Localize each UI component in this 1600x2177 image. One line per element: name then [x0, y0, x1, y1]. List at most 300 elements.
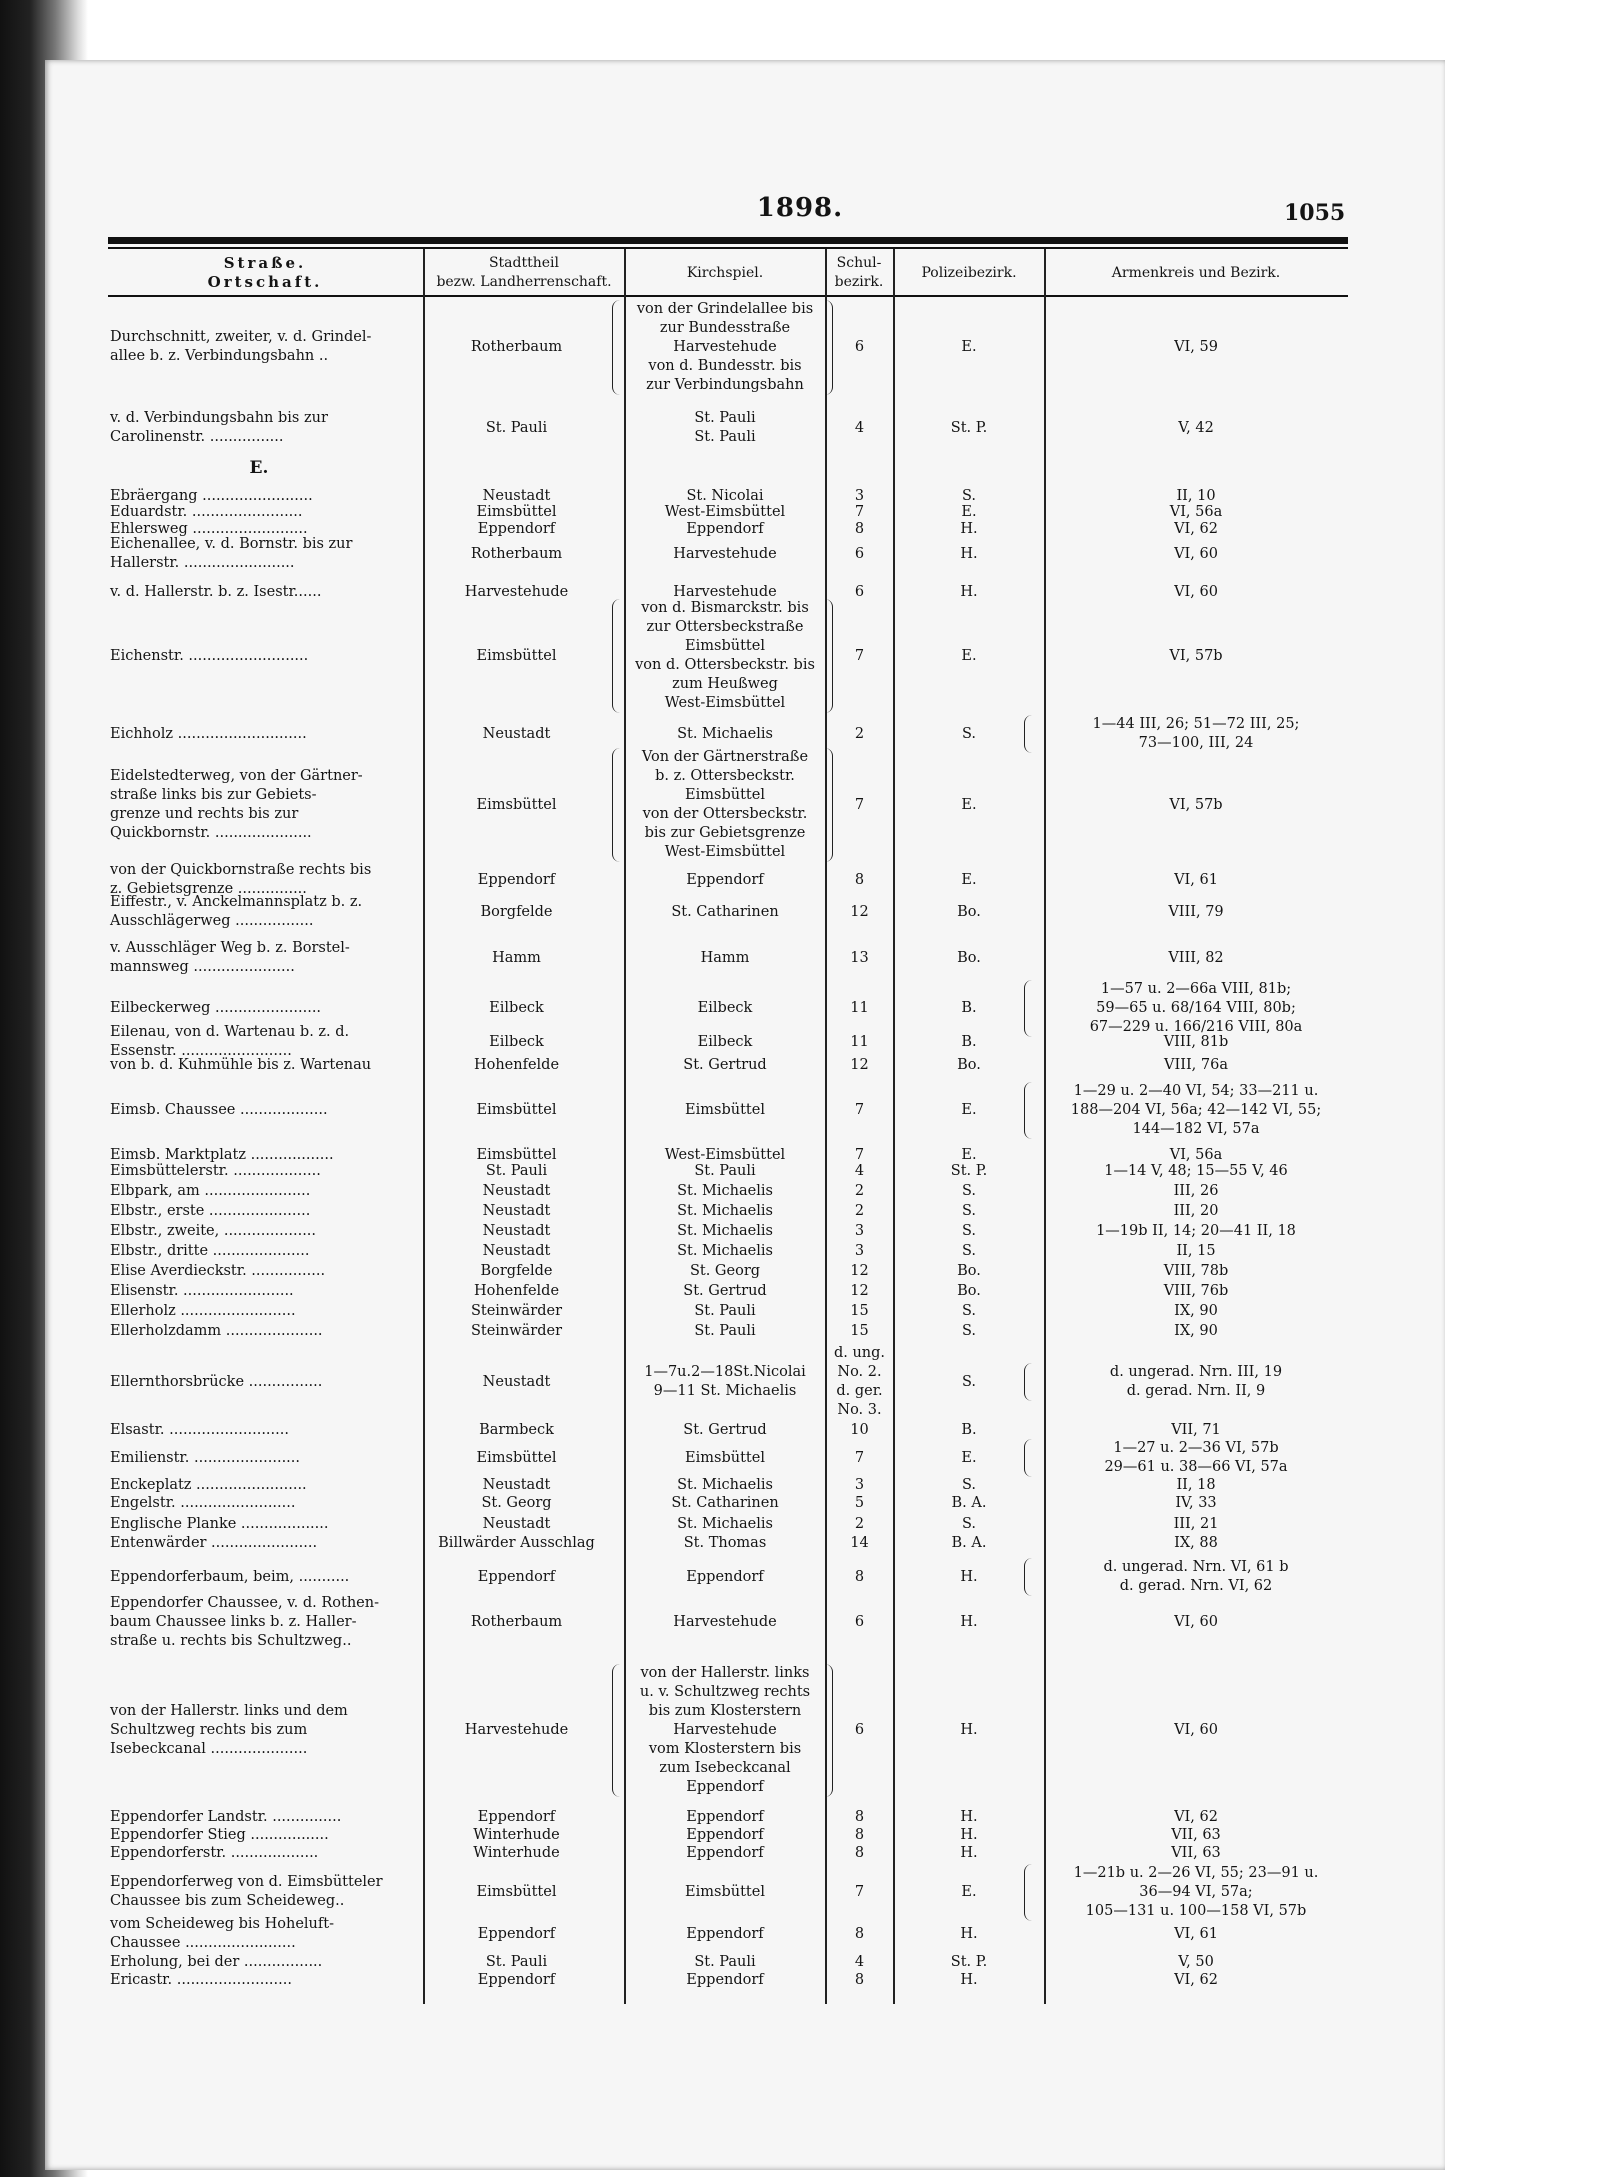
- cell-name: Schultzweg rechts bis zum: [110, 1721, 308, 1738]
- cell-arm: II, 10: [1176, 487, 1216, 504]
- cell-arm: 188—204 VI, 56a; 42—142 VI, 55;: [1070, 1101, 1322, 1118]
- cell-stadt: Eimsbüttel: [476, 1883, 557, 1900]
- cell-name: allee b. z. Verbindungsbahn ..: [110, 348, 329, 364]
- cell-pol: E.: [961, 503, 977, 520]
- cell-kirch: zum Isebeckcanal: [659, 1759, 791, 1776]
- cell-name: von der Quickbornstraße rechts bis: [110, 862, 372, 878]
- cell-name: Durchschnitt, zweiter, v. d. Grindel-: [110, 329, 372, 345]
- cell-name: Carolinenstr. ................: [110, 429, 284, 445]
- cell-name: Ellerholz .........................: [110, 1302, 296, 1319]
- cell-schul: 2: [854, 1182, 865, 1199]
- cell-schul: 8: [854, 1808, 865, 1825]
- cell-arm: VIII, 76b: [1163, 1282, 1229, 1299]
- cell-stadt: Hohenfelde: [473, 1282, 560, 1299]
- cell-kirch: zur Verbindungsbahn: [646, 376, 804, 393]
- cell-kirch: von der Hallerstr. links: [640, 1664, 810, 1681]
- cell-schul: 12: [850, 1056, 869, 1073]
- cell-pol: H.: [960, 1721, 978, 1738]
- cell-kirch: St. Pauli: [694, 429, 756, 445]
- cell-stadt: Eppendorf: [477, 1971, 556, 1988]
- cell-name: Eppendorfer Landstr. ...............: [110, 1808, 342, 1825]
- cell-name: Eimsbüttelerstr. ...................: [110, 1162, 321, 1179]
- cell-schul: 7: [854, 1101, 865, 1118]
- cell-arm: 1—21b u. 2—26 VI, 55; 23—91 u.: [1073, 1864, 1319, 1881]
- cell-stadt: Neustadt: [482, 725, 551, 742]
- cell-stadt: Borgfelde: [480, 903, 553, 920]
- cell-schul: d. ung.: [833, 1345, 886, 1361]
- column-header-line: Ortschaft.: [207, 273, 323, 291]
- cell-stadt: Eppendorf: [477, 1925, 556, 1942]
- cell-stadt: Borgfelde: [480, 1262, 553, 1279]
- cell-schul: 6: [854, 583, 865, 600]
- column-header-stadtteil: [426, 252, 622, 294]
- cell-pol: E.: [961, 1449, 977, 1466]
- cell-arm: III, 20: [1173, 1202, 1219, 1219]
- cell-schul: 4: [854, 1953, 865, 1970]
- column-header-strasse: [110, 252, 420, 294]
- cell-kirch: St. Michaelis: [677, 1202, 773, 1219]
- cell-arm: VI, 56a: [1169, 1146, 1223, 1163]
- cell-kirch: von d. Ottersbeckstr. bis: [635, 657, 815, 673]
- cell-name: von b. d. Kuhmühle bis z. Wartenau: [110, 1056, 372, 1073]
- cell-schul: No. 3.: [837, 1402, 882, 1418]
- cell-pol: S.: [961, 1476, 977, 1493]
- cell-kirch: Eppendorf: [686, 1925, 764, 1942]
- section-letter: E.: [249, 458, 269, 478]
- cell-schul: 7: [854, 796, 865, 813]
- cell-schul: d. ger.: [836, 1383, 883, 1399]
- page-number: 1055: [1284, 200, 1346, 226]
- cell-kirch: St. Michaelis: [677, 1476, 773, 1493]
- column-header-line: Polizeibezirk.: [921, 264, 1017, 281]
- cell-name: Eppendorfer Stieg .................: [110, 1826, 329, 1843]
- cell-arm: 29—61 u. 38—66 VI, 57a: [1104, 1459, 1288, 1475]
- cell-name: Chaussee bis zum Scheideweg..: [110, 1893, 345, 1909]
- brace-open: [1024, 1363, 1035, 1401]
- cell-stadt: Billwärder Ausschlag: [438, 1534, 595, 1551]
- cell-kirch: 1—7u.2—18St.Nicolai: [644, 1364, 806, 1380]
- cell-kirch: St. Pauli: [694, 1322, 756, 1339]
- cell-schul: 7: [854, 647, 865, 664]
- cell-pol: E.: [961, 871, 977, 888]
- cell-name: Essenstr. ........................: [110, 1043, 292, 1059]
- cell-pol: S.: [961, 1182, 977, 1199]
- cell-kirch: Harvestehude: [673, 583, 777, 600]
- cell-stadt: Eimsbüttel: [476, 1101, 557, 1118]
- cell-pol: S.: [961, 1322, 977, 1339]
- cell-arm: 1—27 u. 2—36 VI, 57b: [1113, 1440, 1279, 1456]
- cell-arm: III, 26: [1173, 1182, 1219, 1199]
- cell-pol: E.: [961, 1146, 977, 1163]
- cell-stadt: Eppendorf: [477, 1568, 556, 1585]
- cell-kirch: St. Catharinen: [671, 1494, 779, 1511]
- cell-arm: VII, 71: [1171, 1421, 1221, 1438]
- cell-pol: S.: [961, 725, 977, 742]
- cell-arm: VIII, 82: [1168, 949, 1224, 966]
- cell-arm: IX, 88: [1174, 1534, 1218, 1551]
- cell-schul: 7: [854, 1146, 865, 1163]
- cell-pol: S.: [961, 1302, 977, 1319]
- cell-name: Chaussee ........................: [110, 1935, 296, 1951]
- cell-schul: 8: [854, 1826, 865, 1843]
- cell-arm: 1—19b II, 14; 20—41 II, 18: [1096, 1222, 1296, 1239]
- cell-pol: Bo.: [957, 1262, 981, 1279]
- cell-stadt: Rotherbaum: [470, 545, 563, 562]
- cell-kirch: West-Eimsbüttel: [664, 503, 786, 520]
- cell-name: Engelstr. .........................: [110, 1494, 296, 1511]
- cell-arm: VII, 63: [1171, 1826, 1221, 1843]
- cell-kirch: Eppendorf: [686, 1844, 764, 1861]
- cell-arm: VI, 62: [1174, 1808, 1218, 1825]
- cell-pol: B. A.: [951, 1534, 987, 1551]
- cell-arm: IV, 33: [1175, 1494, 1217, 1511]
- cell-schul: 11: [850, 999, 869, 1016]
- cell-name: Eidelstedterweg, von der Gärtner-: [110, 768, 363, 784]
- cell-kirch: Von der Gärtnerstraße: [641, 749, 809, 765]
- column-header-line: Stadttheil: [488, 255, 560, 271]
- cell-kirch: b. z. Ottersbeckstr.: [655, 768, 795, 784]
- cell-stadt: Winterhude: [473, 1844, 560, 1861]
- cell-stadt: Eimsbüttel: [476, 1146, 557, 1163]
- cell-name: Eppendorferbaum, beim, ...........: [110, 1568, 350, 1585]
- cell-schul: No. 2.: [837, 1364, 882, 1380]
- cell-name: mannsweg ......................: [110, 959, 295, 975]
- cell-name: z. Gebietsgrenze ...............: [110, 881, 307, 897]
- cell-name: straße u. rechts bis Schultzweg..: [110, 1632, 352, 1649]
- cell-schul: 12: [850, 1262, 869, 1279]
- cell-stadt: Eimsbüttel: [476, 796, 557, 813]
- cell-pol: S.: [961, 1373, 977, 1390]
- header-rule-thin: [108, 247, 1348, 249]
- cell-arm: 144—182 VI, 57a: [1132, 1120, 1260, 1137]
- cell-kirch: St. Pauli: [694, 410, 756, 426]
- cell-pol: S.: [961, 1222, 977, 1239]
- cell-pol: St. P.: [950, 1162, 988, 1179]
- cell-stadt: St. Georg: [481, 1494, 552, 1511]
- cell-kirch: St. Michaelis: [677, 1182, 773, 1199]
- cell-stadt: Steinwärder: [470, 1322, 563, 1339]
- cell-schul: 3: [854, 487, 865, 504]
- cell-name: Eimsb. Chaussee ...................: [110, 1101, 328, 1118]
- cell-arm: 1—44 III, 26; 51—72 III, 25;: [1092, 716, 1300, 732]
- cell-arm: d. gerad. Nrn. VI, 62: [1119, 1578, 1273, 1594]
- cell-name: Erholung, bei der .................: [110, 1953, 323, 1970]
- cell-pol: H.: [960, 545, 978, 562]
- brace-open: [612, 599, 623, 713]
- cell-stadt: Eppendorf: [477, 1808, 556, 1825]
- cell-name: von der Hallerstr. links und dem: [110, 1702, 348, 1719]
- cell-kirch: Eppendorf: [686, 1826, 764, 1843]
- cell-pol: B.: [961, 1421, 977, 1438]
- cell-kirch: Eimsbüttel: [685, 787, 765, 803]
- cell-stadt: Eppendorf: [477, 520, 556, 537]
- cell-pol: S.: [961, 1242, 977, 1259]
- cell-schul: 5: [854, 1494, 865, 1511]
- cell-name: Eichenallee, v. d. Bornstr. bis zur: [110, 536, 353, 552]
- column-header-polizeibezirk: [895, 252, 1043, 294]
- cell-name: vom Scheideweg bis Hoheluft-: [110, 1916, 334, 1932]
- cell-pol: S.: [961, 1515, 977, 1532]
- cell-kirch: Eppendorf: [686, 520, 764, 537]
- cell-name: straße links bis zur Gebiets-: [110, 787, 317, 803]
- cell-pol: Bo.: [957, 949, 981, 966]
- cell-kirch: St. Michaelis: [677, 1515, 773, 1532]
- cell-name: Eppendorfer Chaussee, v. d. Rothen-: [110, 1594, 380, 1611]
- cell-kirch: 9—11 St. Michaelis: [653, 1383, 797, 1399]
- cell-stadt: Neustadt: [482, 1242, 551, 1259]
- brace-open: [1024, 1864, 1035, 1921]
- header-rule-thick: [108, 237, 1348, 244]
- cell-name: grenze und rechts bis zur: [110, 806, 299, 822]
- cell-schul: 3: [854, 1222, 865, 1239]
- cell-name: Entenwärder .......................: [110, 1534, 318, 1551]
- cell-name: Enckeplatz ........................: [110, 1476, 307, 1493]
- cell-stadt: Steinwärder: [470, 1302, 563, 1319]
- column-header-line: bezirk.: [834, 274, 884, 290]
- cell-pol: E.: [961, 1883, 977, 1900]
- cell-kirch: Hamm: [700, 949, 750, 966]
- cell-stadt: Barmbeck: [479, 1421, 554, 1438]
- cell-arm: VI, 62: [1174, 520, 1218, 537]
- cell-schul: 3: [854, 1476, 865, 1493]
- cell-arm: VI, 61: [1174, 1925, 1218, 1942]
- cell-schul: 6: [854, 1721, 865, 1738]
- cell-arm: VIII, 81b: [1163, 1033, 1229, 1050]
- cell-arm: VII, 63: [1171, 1844, 1221, 1861]
- cell-kirch: Harvestehude: [673, 545, 777, 562]
- cell-name: Eppendorferweg von d. Eimsbütteler: [110, 1874, 383, 1890]
- column-header-line: Schul-: [836, 255, 882, 271]
- cell-name: Isebeckcanal .....................: [110, 1740, 308, 1757]
- cell-arm: VI, 60: [1174, 545, 1218, 562]
- cell-arm: II, 18: [1176, 1476, 1216, 1493]
- cell-stadt: Hohenfelde: [473, 1056, 560, 1073]
- cell-name: v. d. Verbindungsbahn bis zur: [110, 410, 328, 426]
- column-header-kirchspiel: [627, 252, 823, 294]
- cell-name: Elise Averdieckstr. ................: [110, 1262, 326, 1279]
- cell-schul: 3: [854, 1242, 865, 1259]
- column-header-line: Kirchspiel.: [686, 264, 764, 281]
- cell-name: Eichenstr. ..........................: [110, 647, 309, 664]
- cell-arm: d. ungerad. Nrn. III, 19: [1109, 1364, 1283, 1380]
- cell-arm: VI, 59: [1174, 338, 1218, 355]
- cell-name: v. d. Hallerstr. b. z. Isestr......: [110, 583, 322, 600]
- cell-pol: H.: [960, 1808, 978, 1825]
- cell-kirch: Eimsbüttel: [685, 1883, 765, 1900]
- cell-arm: VI, 62: [1174, 1971, 1218, 1988]
- cell-name: Eilenau, von d. Wartenau b. z. d.: [110, 1024, 350, 1040]
- cell-schul: 8: [854, 871, 865, 888]
- page-year: 1898.: [756, 193, 844, 223]
- cell-kirch: St. Gertrud: [683, 1056, 767, 1073]
- cell-arm: 1—29 u. 2—40 VI, 54; 33—211 u.: [1073, 1082, 1319, 1099]
- brace-open: [612, 748, 623, 862]
- cell-schul: 15: [850, 1322, 869, 1339]
- cell-name: Elbstr., erste ......................: [110, 1202, 311, 1219]
- cell-pol: H.: [960, 1826, 978, 1843]
- cell-name: Ebräergang ........................: [110, 487, 313, 504]
- cell-kirch: Eppendorf: [686, 871, 764, 888]
- cell-kirch: vom Klosterstern bis: [648, 1740, 802, 1757]
- cell-arm: VIII, 79: [1168, 903, 1224, 920]
- cell-arm: IX, 90: [1174, 1322, 1218, 1339]
- cell-schul: 15: [850, 1302, 869, 1319]
- cell-schul: 6: [854, 1613, 865, 1630]
- cell-pol: H.: [960, 583, 978, 600]
- cell-schul: 13: [850, 949, 869, 966]
- cell-name: Eimsb. Marktplatz ..................: [110, 1146, 334, 1163]
- cell-arm: VI, 60: [1174, 583, 1218, 600]
- cell-arm: VIII, 76a: [1164, 1056, 1228, 1073]
- cell-name: Englische Planke ...................: [110, 1515, 329, 1532]
- cell-arm: VI, 60: [1174, 1721, 1218, 1738]
- cell-arm: 59—65 u. 68/164 VIII, 80b;: [1096, 999, 1296, 1016]
- cell-arm: 1—57 u. 2—66a VIII, 81b;: [1100, 980, 1292, 997]
- cell-pol: E.: [961, 338, 977, 355]
- cell-pol: H.: [960, 1844, 978, 1861]
- brace-open: [1024, 980, 1035, 1037]
- cell-schul: 7: [854, 503, 865, 520]
- cell-pol: B.: [961, 1033, 977, 1050]
- cell-schul: 2: [854, 1202, 865, 1219]
- cell-stadt: Winterhude: [473, 1826, 560, 1843]
- cell-name: Eichholz ............................: [110, 725, 307, 742]
- brace-open: [612, 1664, 623, 1797]
- cell-pol: B. A.: [951, 1494, 987, 1511]
- cell-kirch: Eppendorf: [686, 1778, 764, 1795]
- cell-name: Ellernthorsbrücke ................: [110, 1373, 323, 1390]
- cell-kirch: zur Ottersbeckstraße: [646, 619, 804, 635]
- cell-stadt: Neustadt: [482, 1515, 551, 1532]
- cell-arm: VI, 60: [1174, 1613, 1218, 1630]
- cell-name: Elbstr., zweite, ....................: [110, 1222, 317, 1239]
- cell-kirch: St. Michaelis: [677, 1222, 773, 1239]
- cell-schul: 7: [854, 1883, 865, 1900]
- column-header-line: bezw. Landherrenschaft.: [436, 274, 612, 290]
- cell-arm: d. gerad. Nrn. II, 9: [1126, 1383, 1266, 1399]
- cell-name: Elisenstr. ........................: [110, 1282, 294, 1299]
- cell-schul: 10: [850, 1421, 869, 1438]
- cell-schul: 14: [850, 1534, 869, 1551]
- cell-name: Ellerholzdamm .....................: [110, 1322, 323, 1339]
- cell-kirch: Eimsbüttel: [685, 638, 765, 654]
- column-header-line: Straße.: [223, 254, 307, 272]
- cell-schul: 7: [854, 1449, 865, 1466]
- cell-kirch: St. Nicolai: [686, 487, 764, 504]
- cell-stadt: Neustadt: [482, 1202, 551, 1219]
- cell-schul: 6: [854, 338, 865, 355]
- cell-schul: 4: [854, 1162, 865, 1179]
- column-header-schulbezirk: [827, 252, 891, 294]
- cell-kirch: West-Eimsbüttel: [664, 844, 786, 860]
- cell-stadt: Eilbeck: [489, 1033, 544, 1050]
- cell-kirch: von der Grindelallee bis: [636, 300, 814, 317]
- cell-schul: 4: [854, 419, 865, 436]
- cell-name: Quickbornstr. .....................: [110, 825, 312, 841]
- brace-open: [1024, 715, 1035, 753]
- brace-open: [1024, 1439, 1035, 1477]
- cell-pol: E.: [961, 796, 977, 813]
- column-header-armenkreis: [1046, 252, 1346, 294]
- cell-schul: 6: [854, 545, 865, 562]
- cell-pol: S.: [961, 1202, 977, 1219]
- cell-schul: 8: [854, 1971, 865, 1988]
- cell-kirch: St. Catharinen: [671, 903, 779, 920]
- cell-schul: 8: [854, 1925, 865, 1942]
- cell-kirch: Harvestehude: [673, 338, 777, 355]
- cell-stadt: St. Pauli: [485, 1162, 548, 1179]
- cell-arm: III, 21: [1173, 1515, 1219, 1532]
- cell-kirch: St. Michaelis: [677, 725, 773, 742]
- cell-kirch: Eilbeck: [697, 999, 753, 1016]
- cell-arm: d. ungerad. Nrn. VI, 61 b: [1103, 1559, 1289, 1575]
- cell-kirch: Eppendorf: [686, 1568, 764, 1585]
- brace-open: [1024, 1558, 1035, 1596]
- cell-kirch: bis zur Gebietsgrenze: [644, 825, 806, 841]
- cell-kirch: Eimsbüttel: [685, 1449, 765, 1466]
- cell-kirch: St. Georg: [689, 1262, 761, 1279]
- cell-arm: II, 15: [1176, 1242, 1216, 1259]
- brace-open: [1024, 1082, 1035, 1139]
- cell-stadt: Hamm: [492, 949, 541, 966]
- cell-pol: St. P.: [950, 1953, 988, 1970]
- cell-name: Eppendorferstr. ...................: [110, 1844, 319, 1861]
- cell-schul: 12: [850, 1282, 869, 1299]
- cell-schul: 11: [850, 1033, 869, 1050]
- cell-schul: 8: [854, 1844, 865, 1861]
- cell-arm: IX, 90: [1174, 1302, 1218, 1319]
- cell-kirch: Eppendorf: [686, 1971, 764, 1988]
- cell-name: Ericastr. .........................: [110, 1971, 292, 1988]
- cell-name: Elbpark, am .......................: [110, 1182, 311, 1199]
- cell-pol: H.: [960, 1925, 978, 1942]
- cell-arm: VI, 56a: [1169, 503, 1223, 520]
- cell-kirch: St. Pauli: [694, 1302, 756, 1319]
- cell-name: Elsastr. ..........................: [110, 1421, 289, 1438]
- cell-kirch: Harvestehude: [673, 1721, 777, 1738]
- cell-stadt: Neustadt: [482, 1476, 551, 1493]
- cell-kirch: St. Pauli: [694, 1162, 756, 1179]
- cell-pol: H.: [960, 1613, 978, 1630]
- column-header-rule: [108, 295, 1348, 297]
- cell-arm: VI, 57b: [1169, 796, 1223, 813]
- cell-stadt: Eilbeck: [489, 999, 544, 1016]
- cell-stadt: Harvestehude: [464, 583, 569, 600]
- cell-kirch: St. Pauli: [694, 1953, 756, 1970]
- cell-kirch: Harvestehude: [673, 1613, 777, 1630]
- cell-arm: 105—131 u. 100—158 VI, 57b: [1085, 1902, 1307, 1919]
- cell-pol: Bo.: [957, 1282, 981, 1299]
- cell-stadt: Eppendorf: [477, 871, 556, 888]
- cell-stadt: Eimsbüttel: [476, 503, 557, 520]
- brace-open: [612, 300, 623, 395]
- cell-name: Eiffestr., v. Anckelmannsplatz b. z.: [110, 894, 363, 910]
- cell-name: Eilbeckerweg .......................: [110, 999, 322, 1016]
- cell-kirch: St. Gertrud: [683, 1421, 767, 1438]
- cell-schul: 8: [854, 520, 865, 537]
- cell-arm: 73—100, III, 24: [1138, 735, 1254, 751]
- cell-kirch: bis zum Klosterstern: [648, 1702, 802, 1719]
- cell-arm: VI, 57b: [1169, 647, 1223, 664]
- cell-name: Ehlersweg .........................: [110, 520, 308, 537]
- cell-name: Emilienstr. .......................: [110, 1449, 301, 1466]
- cell-pol: Bo.: [957, 1056, 981, 1073]
- cell-stadt: Eimsbüttel: [476, 647, 557, 664]
- cell-stadt: Neustadt: [482, 487, 551, 504]
- cell-stadt: Neustadt: [482, 1373, 551, 1390]
- cell-kirch: St. Michaelis: [677, 1242, 773, 1259]
- cell-stadt: Harvestehude: [464, 1721, 569, 1738]
